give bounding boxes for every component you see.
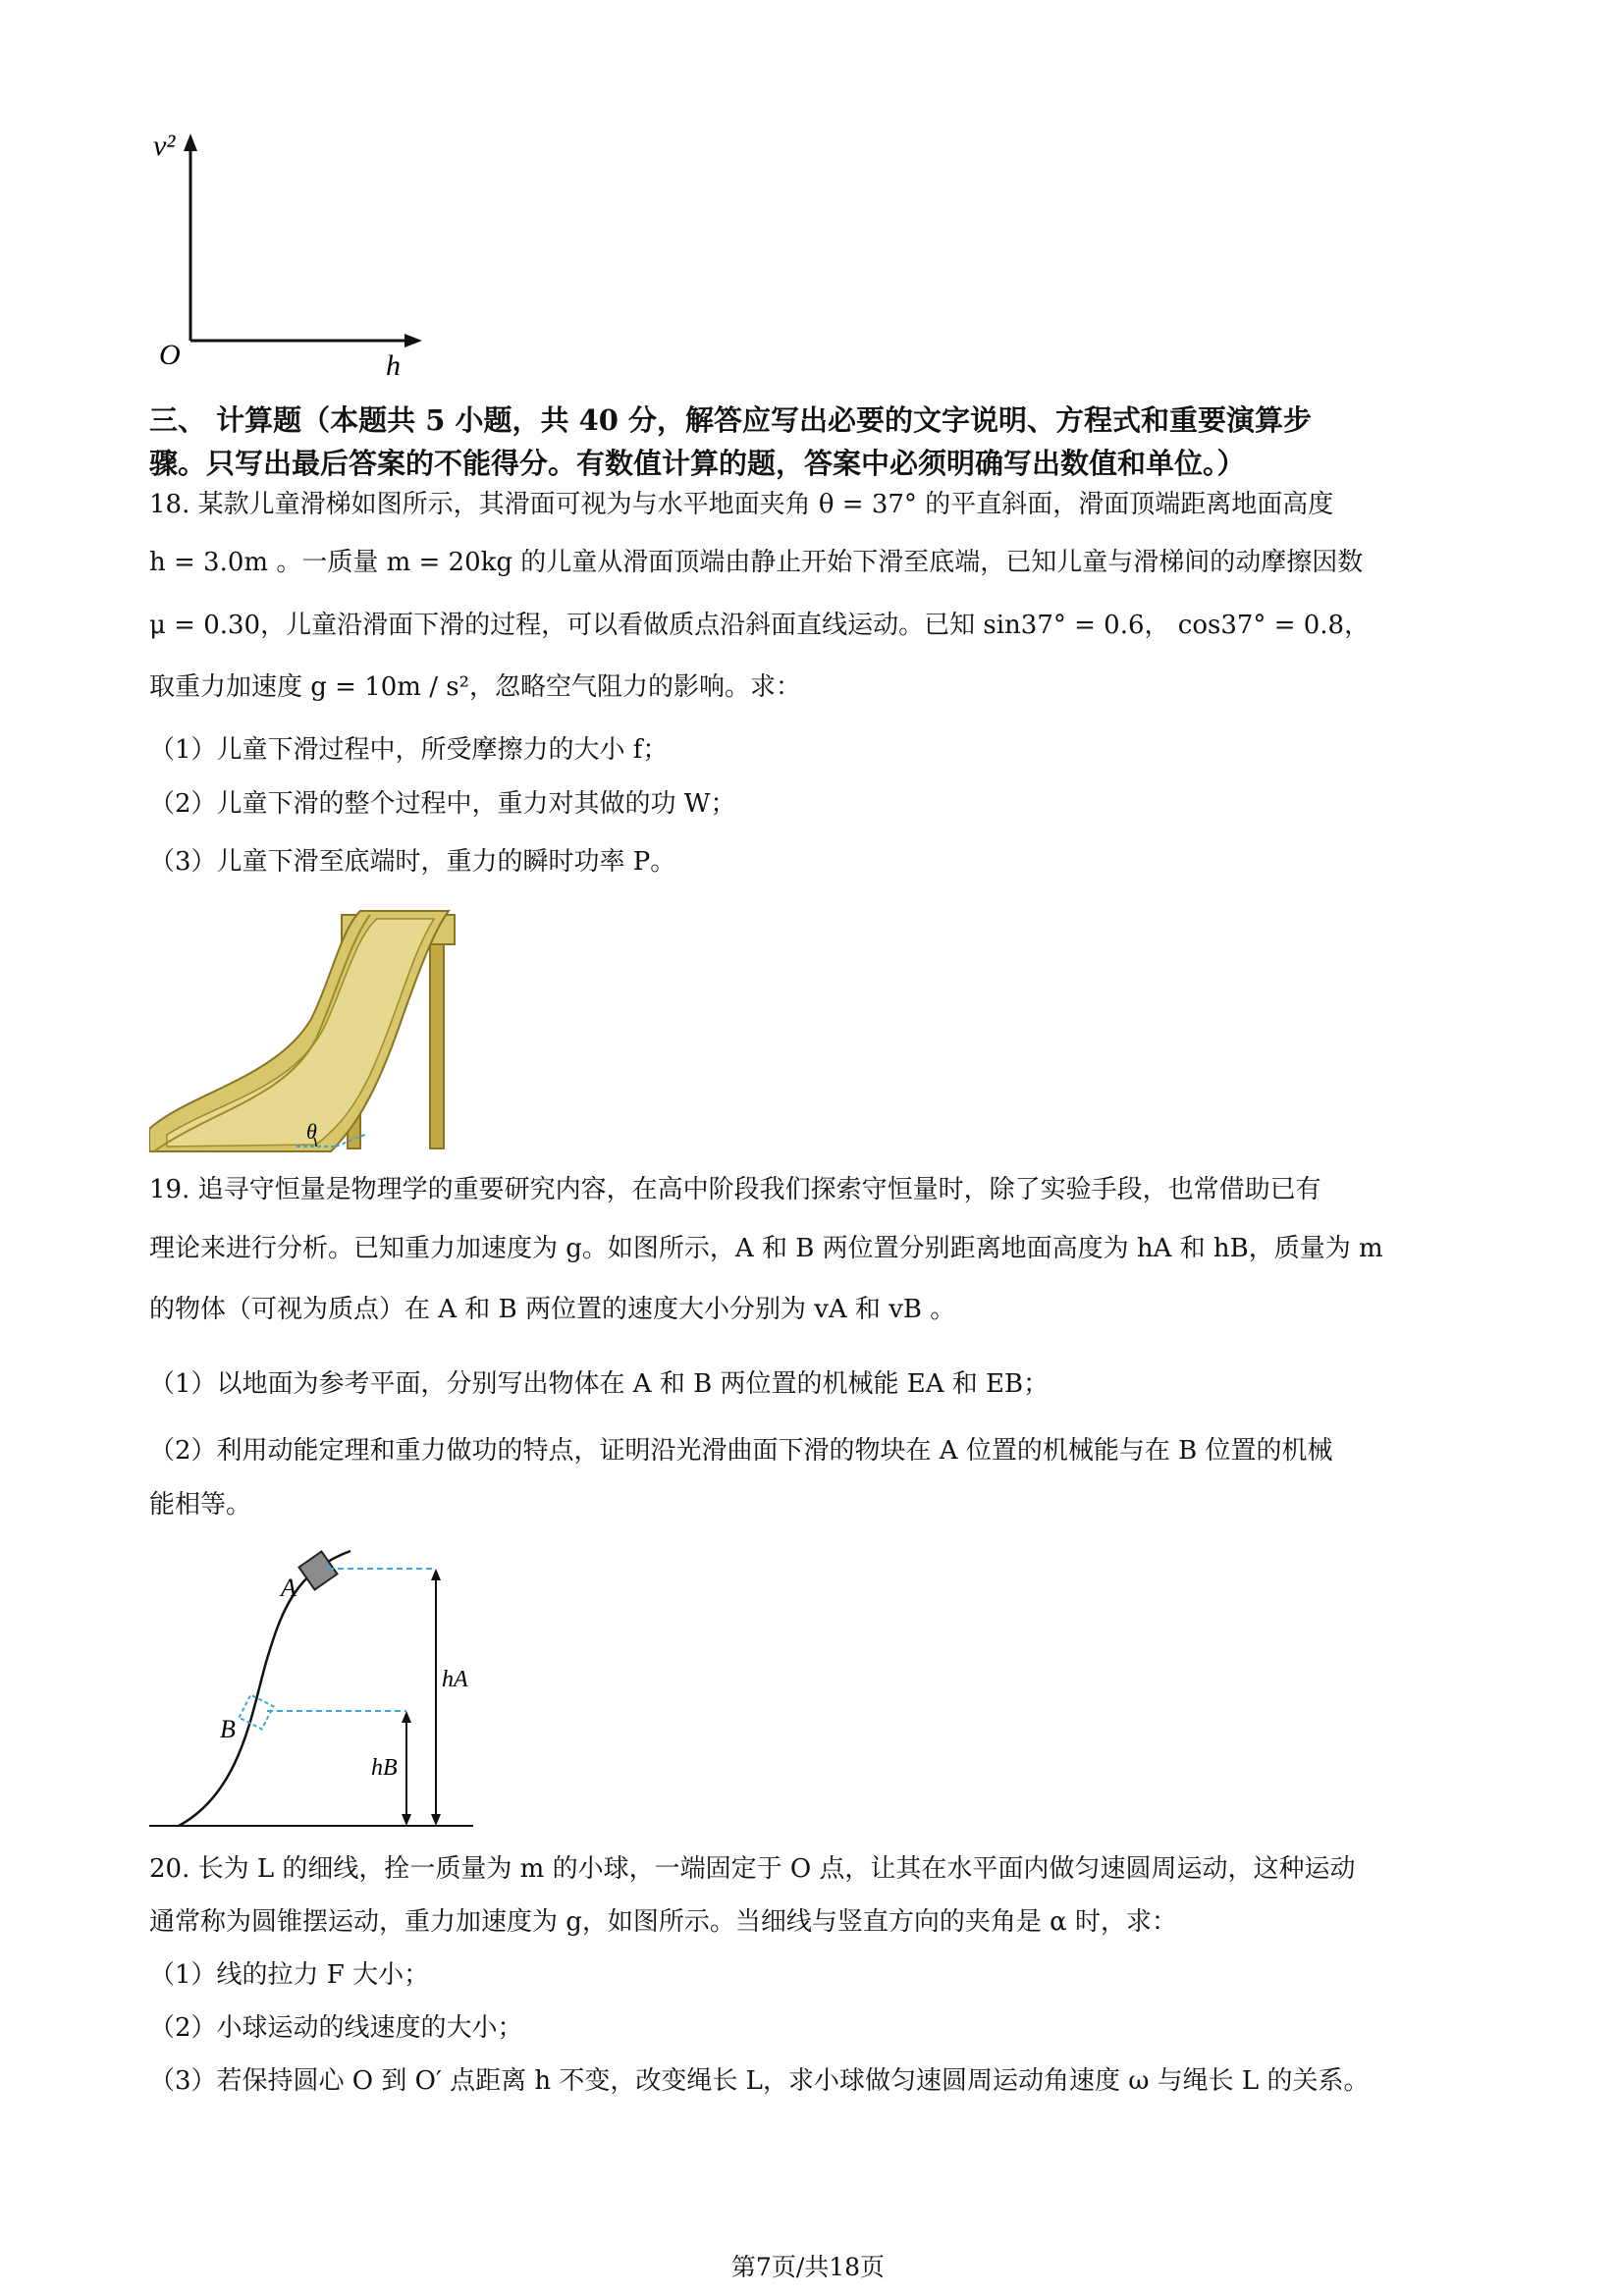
section-heading-line-1: 三、 计算题（本题共 5 小题，共 40 分，解答应写出必要的文字说明、方程式和重要演算步: [149, 403, 1313, 437]
graph-x-label: h: [386, 349, 401, 382]
q19-line-3: 的物体（可视为质点）在 A 和 B 两位置的速度大小分别为 vA 和 vB 。: [149, 1295, 956, 1324]
q18-sub-2: （2）儿童下滑的整个过程中，重力对其做的功 W；: [149, 789, 736, 819]
q20-sub-3: （3）若保持圆心 O 到 O′ 点距离 h 不变，改变绳长 L，求小球做匀速圆周运动角速度 ω 与绳长 L 的关系。: [149, 2066, 1370, 2096]
q20-line-2: 通常称为圆锥摆运动，重力加速度为 g，如图所示。当细线与竖直方向的夹角是 α 时，求：: [149, 1907, 1177, 1937]
slide-angle-label: θ: [306, 1119, 317, 1144]
page-footer: 第7页/共18页: [730, 2253, 886, 2281]
q19-line-1: 19. 追寻守恒量是物理学的重要研究内容，在高中阶段我们探索守恒量时，除了实验手段，也常借助已有: [149, 1175, 1321, 1204]
q18-line-1: 18. 某款儿童滑梯如图所示，其滑面可视为与水平地面夹角 θ = 37° 的平直斜面，滑面顶端距离地面高度: [149, 490, 1334, 519]
q18-sub-3: （3）儿童下滑至底端时，重力的瞬时功率 P。: [149, 847, 676, 877]
q20-line-1: 20. 长为 L 的细线，拴一质量为 m 的小球，一端固定于 O 点，让其在水平面内做匀速圆周运动，这种运动: [149, 1854, 1356, 1884]
q19-sub-1: （1）以地面为参考平面，分别写出物体在 A 和 B 两位置的机械能 EA 和 EB；: [149, 1369, 1050, 1399]
curved-surface-diagram: [149, 1541, 483, 1831]
graph-origin-label: O: [159, 339, 181, 371]
q20-sub-1: （1）线的拉力 F 大小；: [149, 1960, 430, 1990]
q18-sub-1: （1）儿童下滑过程中，所受摩擦力的大小 f；: [149, 735, 669, 765]
block-a: [299, 1552, 338, 1590]
q18-line-3: μ = 0.30，儿童沿滑面下滑的过程，可以看做质点沿斜面直线运动。已知 sin37° = 0.6， cos37° = 0.8，: [149, 611, 1371, 640]
label-b: B: [220, 1715, 236, 1743]
graph-y-label: v²: [153, 130, 176, 162]
q19-line-2: 理论来进行分析。已知重力加速度为 g。如图所示，A 和 B 两位置分别距离地面高度为 hA 和 hB，质量为 m: [149, 1234, 1383, 1263]
q18-line-4: 取重力加速度 g = 10m / s²，忽略空气阻力的影响。求：: [149, 672, 802, 702]
q19-sub-2: （2）利用动能定理和重力做功的特点，证明沿光滑曲面下滑的物块在 A 位置的机械能与在 B 位置的机械: [149, 1436, 1333, 1466]
q20-sub-2: （2）小球运动的线速度的大小；: [149, 2013, 523, 2043]
q19-sub-3: 能相等。: [149, 1490, 252, 1520]
label-ha: hA: [442, 1667, 468, 1692]
v2-h-axes-graph: [147, 126, 432, 383]
slide-illustration: [149, 901, 463, 1154]
q18-line-2: h = 3.0m 。一质量 m = 20kg 的儿童从滑面顶端由静止开始下滑至底端，已知儿童与滑梯间的动摩擦因数: [149, 548, 1364, 577]
section-heading-line-2: 骤。只写出最后答案的不能得分。有数值计算的题，答案中必须明确写出数值和单位。）: [149, 447, 1246, 480]
label-a: A: [281, 1574, 296, 1602]
label-hb: hB: [371, 1755, 398, 1781]
